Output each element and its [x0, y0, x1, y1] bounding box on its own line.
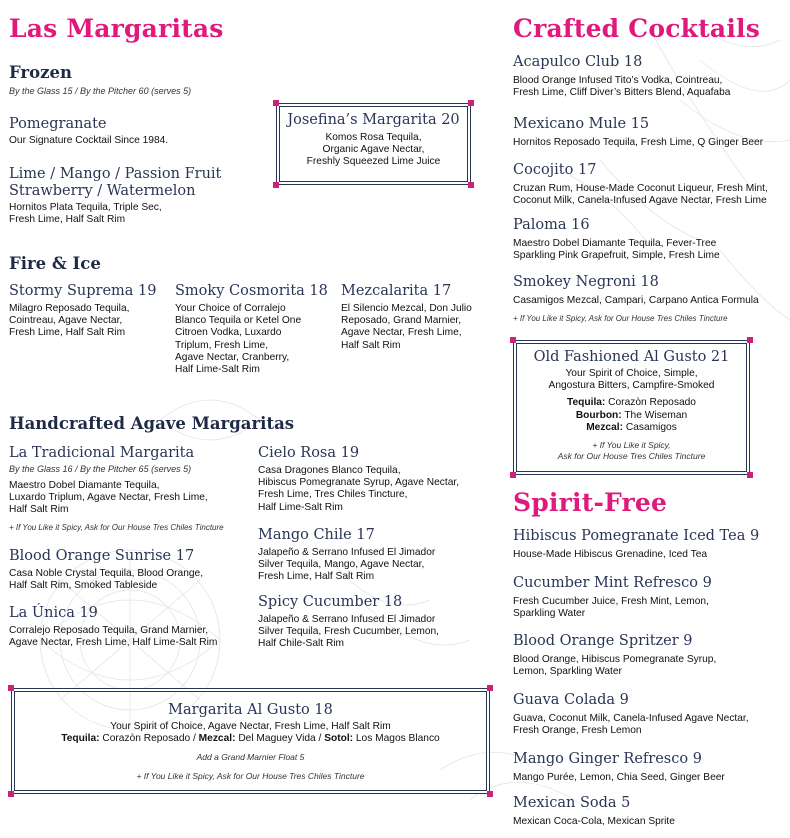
cocojito-line-1: Cruzan Rum, House-Made Coconut Liqueur, Fresh Mint,	[513, 183, 768, 194]
mexican-soda-name: Mexican Soda 5	[513, 795, 631, 811]
guava-line-2: Fresh Orange, Fresh Lemon	[513, 725, 642, 737]
old-fashioned-note-1: + If You Like it Spicy,	[592, 440, 671, 451]
al-gusto-sotol-label: Sotol:	[324, 733, 354, 745]
old-fashioned-mezcal	[514, 422, 749, 434]
mule-line-1: Hornitos Reposado Tequila, Fresh Lime, Q Ginger Beer	[513, 137, 764, 148]
box-corner-ornament	[747, 472, 753, 478]
cucumber-line-1: Fresh Cucumber Juice, Fresh Mint, Lemon,	[513, 596, 709, 607]
stormy-suprema	[9, 282, 157, 340]
box-corner-ornament	[8, 685, 14, 691]
box-corner-ornament	[468, 182, 474, 188]
mezcalarita	[341, 282, 472, 352]
frozen-flavors-name-1: Lime / Mango / Passion Fruit	[9, 166, 222, 182]
al-gusto-mezcal-label: Mezcal:	[198, 733, 236, 745]
spritzer-line-1: Blood Orange, Hibiscus Pomegranate Syrup,	[513, 654, 717, 665]
mezcalarita-line-4: Half Salt Rim	[341, 339, 401, 351]
stormy-name: Stormy Suprema 19	[9, 283, 157, 299]
cocojito-line-2: Coconut Milk, Canela-Infused Agave Nectar, Fresh Lime	[513, 195, 767, 207]
al-gusto-tequila-value: Corazòn Reposado /	[99, 733, 199, 745]
spicy-cucumber-line-1: Jalapeño & Serrano Infused El Jimador	[258, 614, 436, 625]
cielo-line-2: Hibiscus Pomegranate Syrup, Agave Nectar,	[258, 477, 460, 489]
al-gusto-box	[11, 688, 490, 794]
la-unica	[9, 604, 217, 649]
cucumber-mint-refresco	[513, 574, 712, 620]
box-corner-ornament	[273, 100, 279, 106]
old-fashioned-line-1: Your Spirit of Choice, Simple,	[565, 368, 698, 379]
smoky-name: Smoky Cosmorita 18	[175, 283, 328, 299]
acapulco-club	[513, 53, 730, 99]
acapulco-name: Acapulco Club 18	[513, 54, 643, 70]
box-corner-ornament	[510, 472, 516, 478]
hibiscus-iced-tea	[513, 527, 759, 561]
frozen-heading: Frozen	[9, 63, 72, 82]
cocojito-name: Cocojito 17	[513, 162, 597, 178]
mezcalarita-line-2: Reposado, Grand Marnier,	[341, 315, 462, 327]
stormy-line-2: Cointreau, Agave Nectar,	[9, 315, 123, 327]
blood-orange-name: Blood Orange Sunrise 17	[9, 548, 195, 564]
tradicional-line-1: Maestro Dobel Diamante Tequila,	[9, 480, 160, 491]
josefina-line-1: Komos Rosa Tequila,	[325, 132, 422, 143]
al-gusto-line-1: Your Spirit of Choice, Agave Nectar, Fresh Lime, Half Salt Rim	[110, 721, 391, 732]
mango-ginger-name: Mango Ginger Refresco 9	[513, 751, 702, 767]
negroni-note: + If You Like it Spicy, Ask for Our House Tres Chiles Tincture	[513, 314, 728, 324]
tradicional-line-3: Half Salt Rim	[9, 504, 69, 516]
al-gusto-spirits	[12, 733, 489, 745]
al-gusto-float: Add a Grand Marnier Float 5	[196, 752, 305, 763]
cielo-name: Cielo Rosa 19	[258, 445, 360, 461]
frozen-flavors-desc-1: Hornitos Plata Tequila, Triple Sec,	[9, 202, 162, 213]
smoky-cosmorita	[175, 282, 328, 376]
las-margaritas-title: Las Margaritas	[9, 14, 224, 43]
old-fashioned-note-2: Ask for Our House Tres Chiles Tincture	[557, 451, 706, 462]
box-corner-ornament	[487, 685, 493, 691]
fire-ice-heading: Fire & Ice	[9, 254, 101, 273]
tradicional-line-2: Luxardo Triplum, Agave Nectar, Fresh Lime,	[9, 492, 208, 504]
box-corner-ornament	[510, 337, 516, 343]
cucumber-line-2: Sparkling Water	[513, 608, 586, 620]
mezcalarita-line-1: El Silencio Mezcal, Don Julio	[341, 303, 472, 314]
cucumber-name: Cucumber Mint Refresco 9	[513, 575, 712, 591]
cielo-line-1: Casa Dragones Blanco Tequila,	[258, 465, 401, 476]
box-corner-ornament	[8, 791, 14, 797]
smoky-line-5: Agave Nectar, Cranberry,	[175, 351, 290, 363]
al-gusto-sotol-value: Los Magos Blanco	[353, 733, 440, 745]
mezcalarita-line-3: Agave Nectar, Fresh Lime,	[341, 327, 462, 339]
smoky-line-3: Citroen Vodka, Luxardo	[175, 327, 282, 339]
tradicional-pricing: By the Glass 16 / By the Pitcher 65 (serves 5)	[9, 464, 192, 474]
mango-ginger-line-1: Mango Purée, Lemon, Chia Seed, Ginger Beer	[513, 772, 725, 783]
acapulco-line-1: Blood Orange Infused Tito’s Vodka, Cointreau,	[513, 75, 723, 86]
smokey-negroni	[513, 273, 759, 324]
mexican-soda	[513, 794, 675, 828]
crafted-cocktails-title: Crafted Cocktails	[513, 14, 760, 43]
josefina-line-3: Freshly Squeezed Lime Juice	[306, 156, 441, 168]
frozen-flavors-name-2: Strawberry / Watermelon	[9, 183, 196, 199]
tradicional-name: La Tradicional Margarita	[9, 445, 195, 461]
guava-line-1: Guava, Coconut Milk, Canela-Infused Agave Nectar,	[513, 713, 749, 724]
josefina-name: Josefina’s Margarita 20	[287, 112, 460, 128]
cocojito	[513, 161, 768, 207]
acapulco-line-2: Fresh Lime, Cliff Diver’s Bitters Blend, Aquafaba	[513, 87, 731, 99]
spicy-cucumber-name: Spicy Cucumber 18	[258, 594, 403, 610]
smoky-line-2: Blanco Tequila or Ketel One	[175, 315, 302, 327]
paloma-line-2: Sparkling Pink Grapefruit, Simple, Fresh Lime	[513, 250, 720, 262]
stormy-line-1: Milagro Reposado Tequila,	[9, 303, 130, 314]
paloma-name: Paloma 16	[513, 217, 590, 233]
cielo-line-3: Fresh Lime, Tres Chiles Tincture,	[258, 489, 408, 501]
agave-heading: Handcrafted Agave Margaritas	[9, 414, 295, 433]
blood-orange-spritzer	[513, 632, 716, 678]
josefina-line-2: Organic Agave Nectar,	[322, 144, 425, 156]
smoky-line-1: Your Choice of Corralejo	[175, 303, 286, 314]
pomegranate-name: Pomegranate	[9, 116, 107, 132]
mexicano-mule	[513, 115, 763, 149]
old-fashioned-tequila	[514, 397, 749, 409]
mango-chile-line-1: Jalapeño & Serrano Infused El Jimador	[258, 547, 436, 558]
old-fashioned-name: Old Fashioned Al Gusto 21	[533, 349, 730, 365]
al-gusto-mezcal-value: Del Maguey Vida /	[235, 733, 325, 745]
la-tradicional	[9, 444, 224, 533]
guava-colada	[513, 691, 749, 737]
spicy-cucumber-line-2: Silver Tequila, Fresh Cucumber, Lemon,	[258, 626, 440, 638]
old-fashioned-bourbon-label: Bourbon:	[575, 409, 622, 421]
spirit-free-title: Spirit-Free	[513, 488, 668, 517]
negroni-line-1: Casamigos Mezcal, Campari, Carpano Antica Formula	[513, 295, 759, 306]
smoky-line-6: Half Lime-Salt Rim	[175, 364, 260, 376]
pomegranate-desc: Our Signature Cocktail Since 1984.	[9, 135, 169, 146]
guava-name: Guava Colada 9	[513, 692, 629, 708]
frozen-flavors-desc-2: Fresh Lime, Half Salt Rim	[9, 214, 126, 225]
old-fashioned-tequila-value: Corazòn Reposado	[605, 397, 696, 409]
tradicional-note: + If You Like it Spicy, Ask for Our House Tres Chiles Tincture	[9, 522, 224, 532]
stormy-line-3: Fresh Lime, Half Salt Rim	[9, 327, 126, 339]
old-fashioned-tequila-label: Tequila:	[567, 397, 606, 409]
old-fashioned-mezcal-label: Mezcal:	[586, 421, 623, 433]
cielo-line-4: Half Lime-Salt Rim	[258, 501, 343, 513]
box-corner-ornament	[747, 337, 753, 343]
paloma-line-1: Maestro Dobel Diamante Tequila, Fever-Tree	[513, 238, 717, 249]
mango-chile	[258, 526, 435, 584]
paloma	[513, 216, 720, 262]
mango-ginger-refresco	[513, 750, 725, 784]
blood-orange-line-1: Casa Noble Crystal Tequila, Blood Orange,	[9, 568, 204, 579]
hibiscus-name: Hibiscus Pomegranate Iced Tea 9	[513, 528, 760, 544]
la-unica-name: La Única 19	[9, 605, 98, 621]
mule-name: Mexicano Mule 15	[513, 116, 650, 132]
box-corner-ornament	[487, 791, 493, 797]
old-fashioned-bourbon-value: The Wiseman	[621, 409, 688, 421]
josefina-box	[276, 103, 471, 185]
old-fashioned-line-2: Angostura Bitters, Campfire-Smoked	[548, 380, 715, 392]
spicy-cucumber-line-3: Half Chile-Salt Rim	[258, 638, 345, 650]
blood-orange-line-2: Half Salt Rim, Smoked Tableside	[9, 580, 158, 592]
spritzer-name: Blood Orange Spritzer 9	[513, 633, 693, 649]
box-corner-ornament	[273, 182, 279, 188]
spritzer-line-2: Lemon, Sparkling Water	[513, 666, 622, 678]
spicy-cucumber	[258, 593, 439, 651]
negroni-name: Smokey Negroni 18	[513, 274, 659, 290]
al-gusto-tequila-label: Tequila:	[61, 733, 100, 745]
old-fashioned-mezcal-value: Casamigos	[623, 421, 677, 433]
cielo-rosa	[258, 444, 459, 514]
box-corner-ornament	[468, 100, 474, 106]
blood-orange-sunrise	[9, 547, 203, 592]
mango-chile-name: Mango Chile 17	[258, 527, 375, 543]
old-fashioned-box	[513, 340, 750, 475]
mango-chile-line-2: Silver Tequila, Mango, Agave Nectar,	[258, 559, 425, 571]
mango-chile-line-3: Fresh Lime, Half Salt Rim	[258, 571, 375, 583]
old-fashioned-bourbon	[514, 410, 749, 422]
la-unica-line-1: Corralejo Reposado Tequila, Grand Marnier,	[9, 625, 209, 636]
mexican-soda-line-1: Mexican Coca-Cola, Mexican Sprite	[513, 816, 675, 827]
frozen-pricing: By the Glass 15 / By the Pitcher 60 (serves 5)	[9, 86, 192, 96]
al-gusto-name: Margarita Al Gusto 18	[168, 702, 333, 718]
hibiscus-line-1: House-Made Hibiscus Grenadine, Iced Tea	[513, 549, 708, 560]
la-unica-line-2: Agave Nectar, Fresh Lime, Half Lime-Salt Rim	[9, 637, 218, 649]
mezcalarita-name: Mezcalarita 17	[341, 283, 452, 299]
al-gusto-note: + If You Like it Spicy, Ask for Our House Tres Chiles Tincture	[136, 771, 365, 782]
smoky-line-4: Triplum, Fresh Lime,	[175, 339, 269, 351]
